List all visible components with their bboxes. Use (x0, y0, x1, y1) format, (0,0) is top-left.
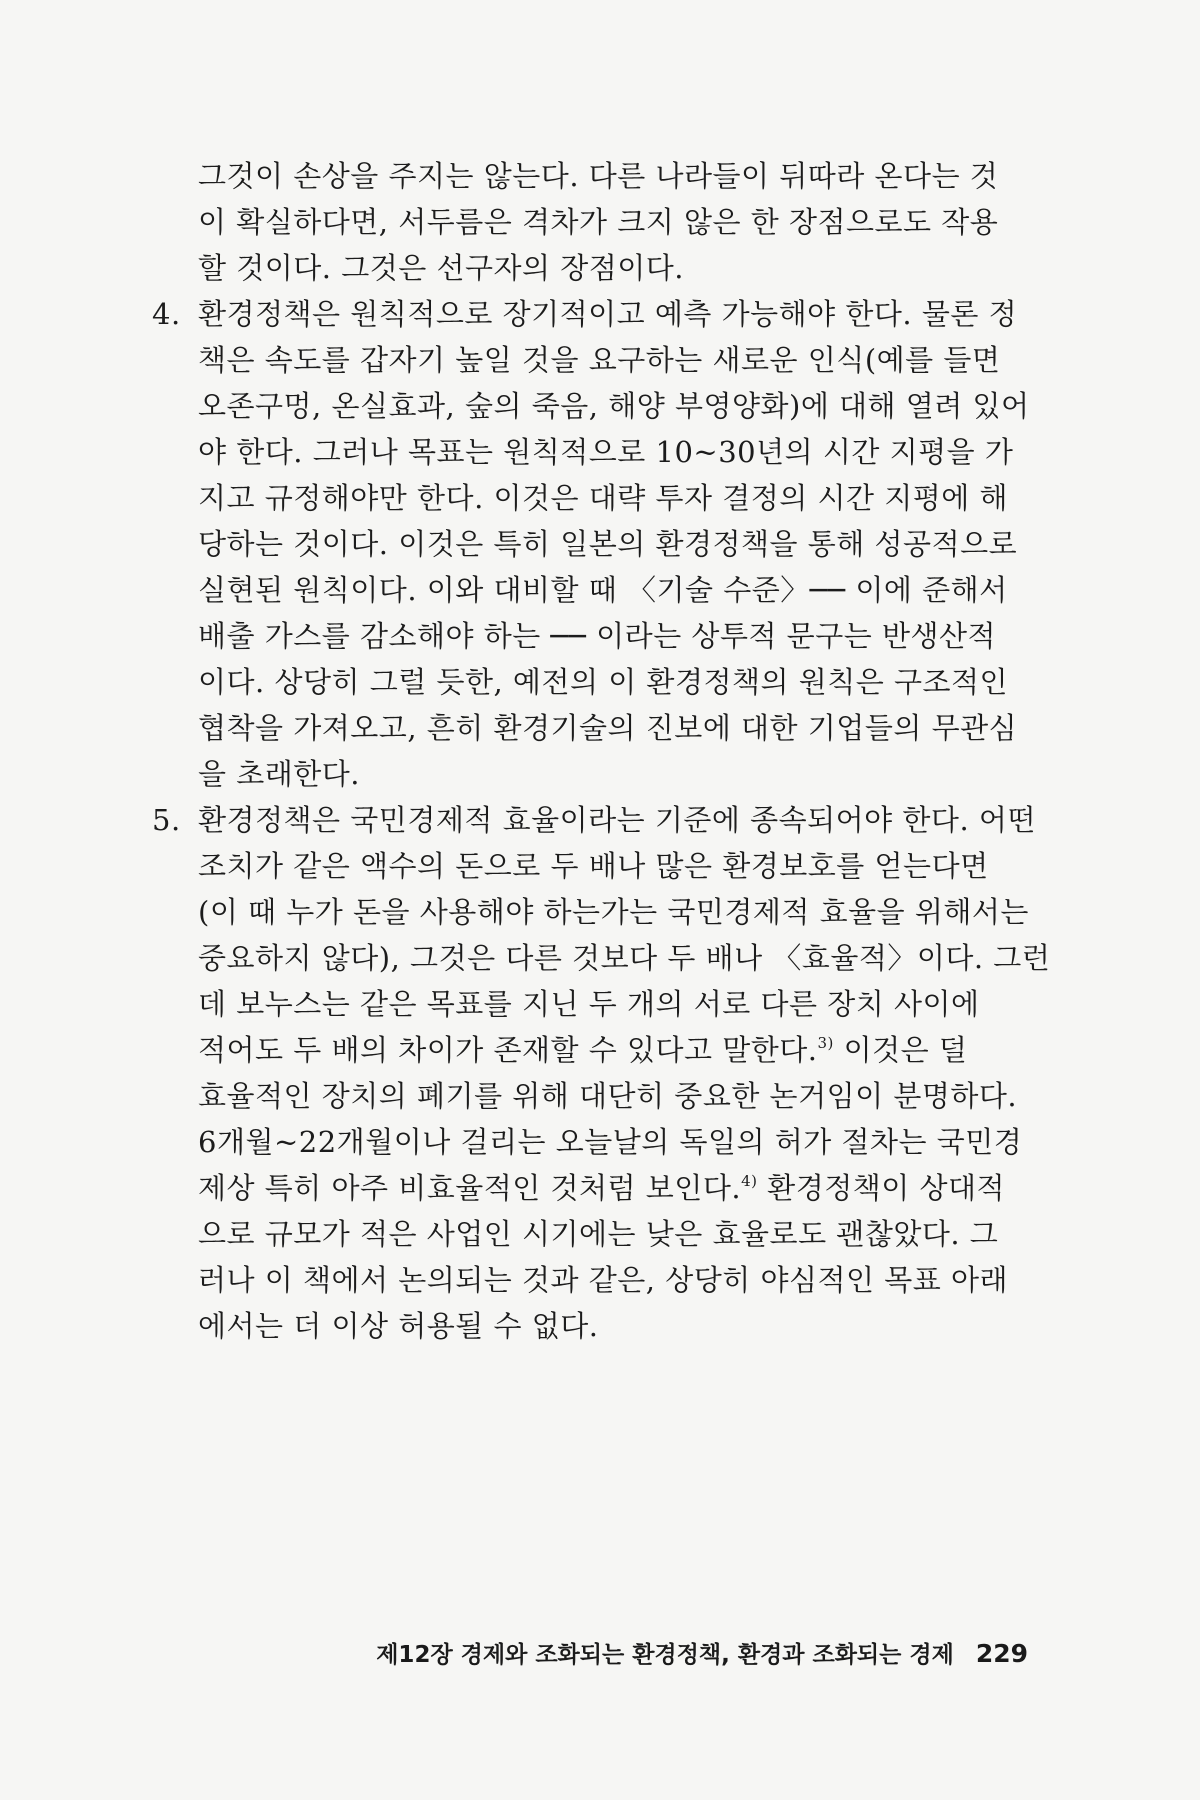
text-line: 야 한다. 그러나 목표는 원칙적으로 10~30년의 시간 지평을 가 (198, 435, 1014, 469)
text-line: 환경정책은 원칙적으로 장기적이고 예측 가능해야 한다. 물론 정 (198, 297, 1018, 331)
text-line: 할 것이다. 그것은 선구자의 장점이다. (198, 251, 685, 285)
footnote-marker-3[interactable]: 3) (817, 1034, 834, 1052)
text-line: 이 확실하다면, 서두름은 격차가 크지 않은 한 장점으로도 작용 (198, 205, 999, 239)
text-line: 에서는 더 이상 허용될 수 없다. (198, 1309, 599, 1343)
text-line: 효율적인 장치의 폐기를 위해 대단히 중요한 논거임이 분명하다. (198, 1079, 1018, 1113)
text-fragment: 환경정책이 상대적 (757, 1171, 1006, 1205)
list-item-5-first-line (152, 800, 1036, 840)
text-fragment: 제상 특히 아주 비효율적인 것처럼 보인다. (198, 1171, 742, 1205)
footnote-marker-4[interactable]: 4) (741, 1172, 758, 1190)
list-number: 5. (152, 803, 181, 837)
text-line: 러나 이 책에서 논의되는 것과 같은, 상당히 야심적인 목표 아래 (198, 1263, 1009, 1297)
text-line-with-footnote-3 (198, 1030, 967, 1070)
list-number: 4. (152, 297, 181, 331)
text-line: 배출 가스를 감소해야 하는 ── 이라는 상투적 문구는 반생산적 (198, 619, 997, 653)
text-line: 을 초래한다. (198, 757, 361, 791)
text-line: 이다. 상당히 그럴 듯한, 예전의 이 환경정책의 원칙은 구조적인 (198, 665, 1009, 699)
text-fragment: 이것은 덜 (833, 1033, 968, 1067)
text-line-with-footnote-4 (198, 1168, 1005, 1208)
text-fragment: 적어도 두 배의 차이가 존재할 수 있다고 말한다. (198, 1033, 818, 1067)
text-line: 그것이 손상을 주지는 않는다. 다른 나라들이 뒤따라 온다는 것 (198, 159, 999, 193)
text-line: 조치가 같은 액수의 돈으로 두 배나 많은 환경보호를 얻는다면 (198, 849, 989, 883)
text-line: 환경정책은 국민경제적 효율이라는 기준에 종속되어야 한다. 어떤 (198, 803, 1036, 837)
text-line: 지고 규정해야만 한다. 이것은 대략 투자 결정의 시간 지평에 해 (198, 481, 1009, 515)
text-line: 협착을 가져오고, 흔히 환경기술의 진보에 대한 기업들의 무관심 (198, 711, 1018, 745)
list-item-4-first-line (152, 294, 1017, 334)
text-line: 실현된 원칙이다. 이와 대비할 때 〈기술 수준〉── 이에 준해서 (198, 573, 1008, 607)
running-title: 제12장 경제와 조화되는 환경정책, 환경과 조화되는 경제 (376, 1642, 954, 1668)
text-line: 당하는 것이다. 이것은 특히 일본의 환경정책을 통해 성공적으로 (198, 527, 1018, 561)
text-line: 오존구멍, 온실효과, 숲의 죽음, 해양 부영양화)에 대해 열려 있어 (198, 389, 1030, 423)
text-line: 데 보누스는 같은 목표를 지닌 두 개의 서로 다른 장치 사이에 (198, 987, 980, 1021)
text-line: 중요하지 않다), 그것은 다른 것보다 두 배나 〈효율적〉이다. 그런 (198, 941, 1051, 975)
text-line: 책은 속도를 갑자기 높일 것을 요구하는 새로운 인식(예를 들면 (198, 343, 1001, 377)
page-number: 229 (975, 1639, 1028, 1668)
text-line: 6개월~22개월이나 걸리는 오늘날의 독일의 허가 절차는 국민경 (198, 1125, 1023, 1159)
text-line: 으로 규모가 적은 사업인 시기에는 낮은 효율로도 괜찮았다. 그 (198, 1217, 999, 1251)
text-line: (이 때 누가 돈을 사용해야 하는가는 국민경제적 효율을 위해서는 (198, 895, 1029, 929)
page-footer (360, 1638, 1028, 1671)
